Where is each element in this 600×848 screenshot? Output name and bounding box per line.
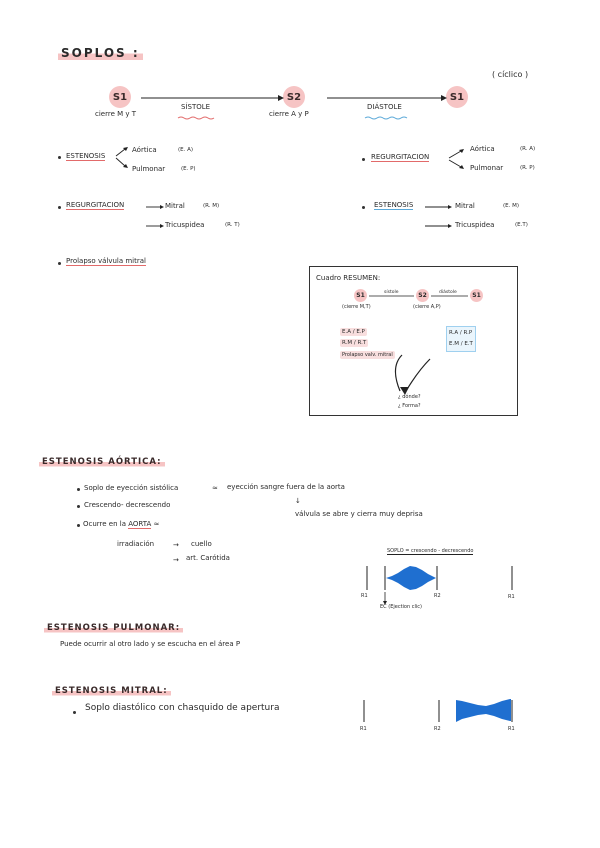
ea-arrow-2: → [173, 556, 179, 564]
s2-sub: cierre A y P [269, 110, 309, 118]
est-tricuspidea-abbr: (E.T) [515, 222, 528, 228]
diastole-label: DIÁSTOLE [367, 103, 402, 111]
ea-cuello: cuello [191, 540, 212, 548]
ea-b3-aorta: AORTA [128, 520, 152, 528]
summary-s1b-label: S1 [472, 292, 481, 299]
s2-label: S2 [286, 91, 302, 103]
em-r2: R2 [434, 726, 441, 732]
ea-ec: EC (Ejection clic) [380, 604, 422, 610]
est-mitral-abbr: (E. M) [503, 203, 520, 209]
em-r1-left: R1 [360, 726, 367, 732]
ea-arrow-1: → [173, 541, 179, 549]
ea-down-arrow: ↓ [295, 497, 301, 505]
s1-sub: cierre M y T [95, 110, 137, 118]
summary-cierre-mt: (cierre M,T) [342, 304, 371, 310]
est-tricuspidea: Tricuspidea [455, 221, 495, 229]
est-pulmonar-abbr: (E. P) [181, 166, 196, 172]
ea-diagram-title: SOPLO = crescendo - decrescendo [387, 548, 474, 554]
summary-s2-label: S2 [418, 292, 427, 299]
ea-irradiacion: irradiación [117, 540, 155, 548]
ea-approx: ≈ [212, 484, 218, 492]
summary-cierre-ap: (cierre A,P) [413, 304, 441, 310]
reg-aortica-abbr: (R. A) [520, 146, 536, 152]
ea-b3-approx: ≈ [153, 520, 160, 528]
reg-pulmonar: Pulmonar [470, 164, 504, 172]
ep-text: Puede ocurrir al otro lado y se escucha en el área P [60, 640, 241, 648]
reg-tricuspidea-abbr: (R. T) [225, 222, 240, 228]
s1-label: S1 [112, 91, 128, 103]
est-pulmonar: Pulmonar [132, 165, 166, 173]
regurgitacion-left: REGURGITACION [66, 201, 125, 209]
summary-s1-label: S1 [356, 292, 365, 299]
summary-left-l3: Prolapso valv. mitral [342, 352, 393, 358]
reg-mitral: Mitral [165, 202, 185, 210]
reg-mitral-abbr: (R. M) [203, 203, 220, 209]
summary-sistole: sístole [384, 290, 399, 295]
em-b1: Soplo diastólico con chasquido de apertura [85, 703, 280, 713]
sistole-label: SÍSTOLE [181, 103, 211, 111]
reg-tricuspidea: Tricuspidea [165, 221, 205, 229]
summary-diastole: diástole [439, 290, 457, 295]
ciclico-note: ( cíclico ) [492, 70, 529, 79]
summary-q2: ¿ Forma? [398, 403, 421, 409]
summary-title: Cuadro RESUMEN: [316, 274, 381, 282]
estenosis-aortica-heading: ESTENOSIS AÓRTICA: [39, 457, 165, 467]
summary-right-l2: E.M / E.T [449, 341, 473, 347]
estenosis-pulmonar-heading: ESTENOSIS PULMONAR: [44, 623, 183, 633]
page-title: SOPLOS : [58, 46, 143, 60]
summary-right-l1: R.A / R.P [449, 330, 473, 336]
summary-q1: ¿ dónde? [398, 394, 421, 400]
ea-b1: Soplo de eyección sistólica [84, 484, 179, 492]
summary-left-l1: E.A / E.P [342, 329, 365, 335]
summary-left-l2: R.M / R.T [342, 340, 367, 346]
ea-carotida: art. Carótida [186, 554, 230, 562]
ea-r2: R2 [434, 593, 441, 599]
est-aortica-abbr: (E. A) [178, 147, 194, 153]
estenosis-mitral-heading: ESTENOSIS MITRAL: [52, 686, 171, 696]
ea-r1-right: R1 [508, 594, 515, 600]
prolapso: Prolapso válvula mitral [66, 257, 146, 265]
em-r1-right: R1 [508, 726, 515, 732]
regurgitacion-right: REGURGITACION [371, 153, 430, 161]
ea-r1-left: R1 [361, 593, 368, 599]
reg-pulmonar-abbr: (R. P) [520, 165, 535, 171]
reg-aortica: Aórtica [470, 145, 495, 153]
est-mitral: Mitral [455, 202, 475, 210]
ea-b3-prefix: Ocurre en la [83, 520, 127, 528]
s1-end-label: S1 [449, 91, 465, 103]
ea-b1-note: eyección sangre fuera de la aorta [227, 483, 345, 491]
estenosis-left: ESTENOSIS [66, 152, 106, 160]
estenosis-right: ESTENOSIS [374, 201, 414, 209]
ea-b2: Crescendo- decrescendo [84, 501, 171, 509]
est-aortica: Aórtica [132, 146, 157, 154]
ea-b2-note: válvula se abre y cierra muy deprisa [295, 510, 423, 518]
